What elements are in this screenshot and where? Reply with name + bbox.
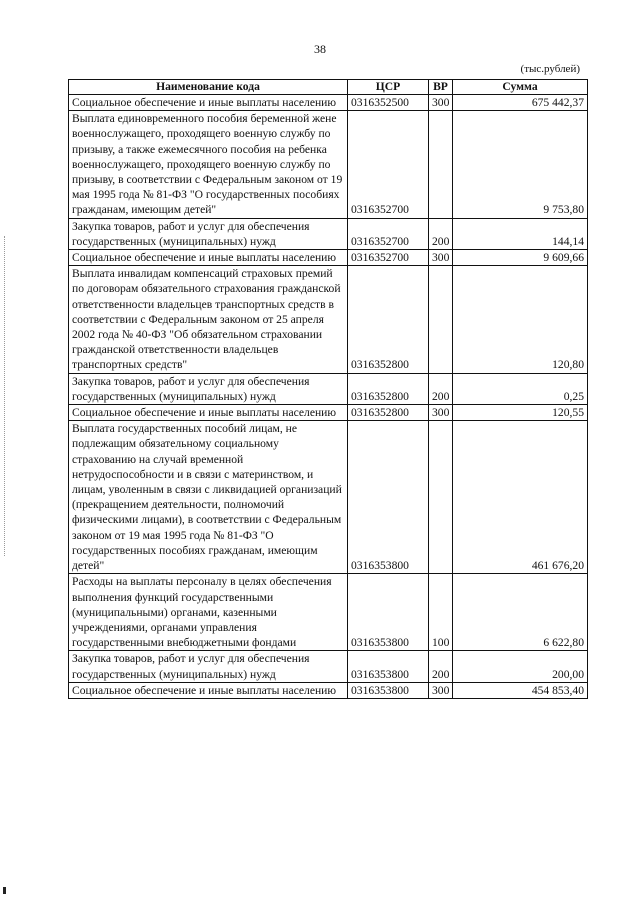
- row-name-cell: Социальное обеспечение и иные выплаты населению: [69, 405, 348, 421]
- table-row: [69, 373, 588, 404]
- row-sum-cell: 9 609,66: [453, 250, 588, 266]
- row-vr-cell: 200: [429, 218, 453, 249]
- row-sum-cell: 454 853,40: [453, 682, 588, 698]
- row-csr-cell: 0316353800: [348, 421, 429, 574]
- table-row: [69, 682, 588, 698]
- row-vr-cell: 300: [429, 250, 453, 266]
- table-row: [69, 421, 588, 574]
- row-name-cell: Выплата инвалидам компенсаций страховых премий по договорам обязательного страхования гражданской ответственности владельцев транспортных средств в соответствии с Федеральным законом от 25 апреля 2002 года № 40-ФЗ "Об обязательном страховании гражданской ответственности владельцев транспортных средств": [69, 266, 348, 373]
- row-csr-cell: 0316352700: [348, 218, 429, 249]
- budget-table: [68, 79, 588, 699]
- header-vr: ВР: [429, 80, 453, 95]
- row-name-cell: Закупка товаров, работ и услуг для обеспечения государственных (муниципальных) нужд: [69, 373, 348, 404]
- row-vr-cell: 200: [429, 373, 453, 404]
- row-sum-cell: 0,25: [453, 373, 588, 404]
- row-vr-cell: [429, 421, 453, 574]
- row-name-cell: Закупка товаров, работ и услуг для обеспечения государственных (муниципальных) нужд: [69, 651, 348, 682]
- row-vr-cell: 300: [429, 405, 453, 421]
- row-sum-cell: 200,00: [453, 651, 588, 682]
- row-vr-cell: [429, 266, 453, 373]
- row-name-cell: Выплата государственных пособий лицам, не подлежащим обязательному социальному страхованию на случай временной нетрудоспособности и в связи с материнством, и лицам, уволенным в связи с ликвидацией организаций (прекращением деятельности, полномочий физическими лицами), в соответствии с Федеральным законом от 19 мая 1995 года № 81-ФЗ "О государственных пособиях гражданам, имеющим детей": [69, 421, 348, 574]
- page-number: 38: [314, 42, 326, 56]
- table-row: [69, 95, 588, 111]
- header-name: Наименование кода: [69, 80, 348, 95]
- row-csr-cell: 0316353800: [348, 651, 429, 682]
- row-csr-cell: 0316352500: [348, 95, 429, 111]
- row-name-cell: Выплата единовременного пособия беременной жене военнослужащего, проходящего военную службу по призыву, а также ежемесячного пособия на ребенка военнослужащего, проходящего военную службу по призыву, в соответствии с Федеральным законом от 19 мая 1995 года № 81-ФЗ "О государственных пособиях гражданам, имеющим детей": [69, 111, 348, 218]
- row-vr-cell: 300: [429, 95, 453, 111]
- row-sum-cell: 675 442,37: [453, 95, 588, 111]
- row-vr-cell: 300: [429, 682, 453, 698]
- row-csr-cell: 0316353800: [348, 574, 429, 651]
- margin-dots: [4, 236, 8, 556]
- row-vr-cell: [429, 111, 453, 218]
- table-row: [69, 651, 588, 682]
- table-body: [69, 95, 588, 699]
- table-header-row: [69, 80, 588, 95]
- units-label: (тыс.рублей): [520, 63, 580, 75]
- row-sum-cell: 461 676,20: [453, 421, 588, 574]
- row-csr-cell: 0316352700: [348, 111, 429, 218]
- row-sum-cell: 144,14: [453, 218, 588, 249]
- table-row: [69, 405, 588, 421]
- header-sum: Сумма: [453, 80, 588, 95]
- table-row: [69, 218, 588, 249]
- row-name-cell: Расходы на выплаты персоналу в целях обеспечения выполнения функций государственными (муниципальными) органами, казенными учреждениями, органами управления государственными внебюджетными фондами: [69, 574, 348, 651]
- margin-mark: [3, 887, 6, 894]
- row-csr-cell: 0316352700: [348, 250, 429, 266]
- row-sum-cell: 120,55: [453, 405, 588, 421]
- row-vr-cell: 100: [429, 574, 453, 651]
- row-sum-cell: 9 753,80: [453, 111, 588, 218]
- row-csr-cell: 0316352800: [348, 266, 429, 373]
- row-sum-cell: 120,80: [453, 266, 588, 373]
- row-csr-cell: 0316353800: [348, 682, 429, 698]
- row-csr-cell: 0316352800: [348, 405, 429, 421]
- row-name-cell: Закупка товаров, работ и услуг для обеспечения государственных (муниципальных) нужд: [69, 218, 348, 249]
- table-row: [69, 266, 588, 373]
- row-vr-cell: 200: [429, 651, 453, 682]
- row-csr-cell: 0316352800: [348, 373, 429, 404]
- table-row: [69, 574, 588, 651]
- table-row: [69, 250, 588, 266]
- row-name-cell: Социальное обеспечение и иные выплаты населению: [69, 95, 348, 111]
- row-sum-cell: 6 622,80: [453, 574, 588, 651]
- row-name-cell: Социальное обеспечение и иные выплаты населению: [69, 682, 348, 698]
- table-row: [69, 111, 588, 218]
- header-csr: ЦСР: [348, 80, 429, 95]
- row-name-cell: Социальное обеспечение и иные выплаты населению: [69, 250, 348, 266]
